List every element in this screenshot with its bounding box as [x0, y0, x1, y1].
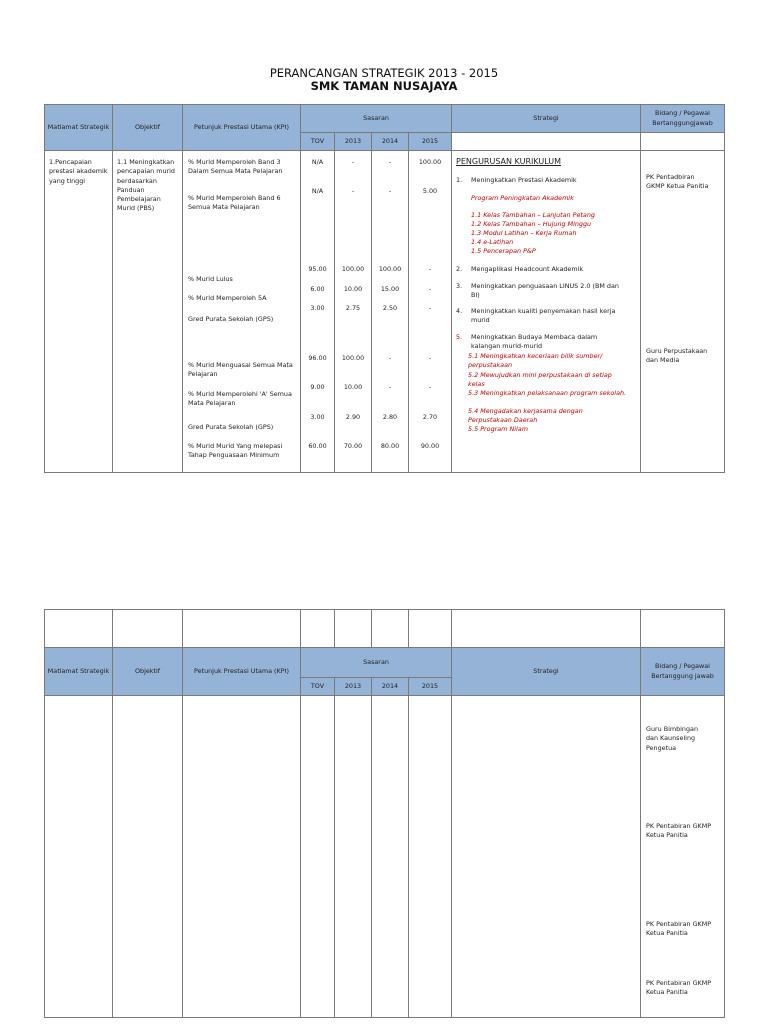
- strategi-cell: [452, 696, 641, 1018]
- header-strategi: Strategi: [452, 648, 641, 696]
- strategi-number: 1.: [456, 176, 463, 184]
- target-value: 15.00: [380, 285, 400, 293]
- target-value: 6.00: [310, 285, 325, 293]
- blank-cell: [335, 610, 372, 648]
- objektif-cell: [113, 151, 183, 473]
- reading-item: 5.1 Meningkatkan keceriaan bilik sumber/ perpustakaan: [468, 352, 603, 370]
- kpi-item: % Murid Memperolehi 'A' Semua Mata Pelajaran: [188, 390, 292, 408]
- target-value: 60.00: [308, 442, 327, 450]
- header-sasaran: Sasaran: [301, 648, 452, 678]
- program-heading: Program Peningkatan Akademik: [471, 194, 574, 202]
- matlamat-cell: [45, 151, 113, 473]
- target-value: 96.00: [308, 354, 327, 362]
- reading-item: 5.2 Mewujudkan mini perpustakaan di setiap kelas: [468, 371, 612, 389]
- bidang-item: PK Pentabiran GKMP Ketua Panitia: [646, 920, 712, 938]
- year-2015-column: [409, 696, 452, 1018]
- header-kpi: Petunjuk Prestasi Utama (KPI): [183, 648, 301, 696]
- target-value: 2.75: [345, 304, 361, 312]
- target-value: 2.70: [422, 413, 438, 421]
- strategic-plan-table-continued: [44, 609, 725, 1018]
- target-value: -: [428, 383, 432, 391]
- target-value: 3.00: [310, 413, 325, 421]
- kpi-item: Gred Purata Sekolah (GPS): [188, 423, 274, 431]
- strategi-item: Meningkatkan penguasaan LINUS 2.0 (BM dan BI): [471, 282, 619, 300]
- target-value: N/A: [311, 187, 324, 195]
- objektif-cell: [113, 696, 183, 1018]
- blank-cell: [183, 610, 301, 648]
- target-value: -: [428, 285, 432, 293]
- blank-cell: [372, 610, 409, 648]
- strategi-cell: [452, 151, 641, 473]
- header-year-tov: TOV: [301, 133, 335, 151]
- program-item: 1.4 e-Latihan: [471, 238, 514, 246]
- strategic-plan-table: [44, 104, 725, 473]
- target-value: -: [428, 354, 432, 362]
- target-value: 10.00: [343, 383, 363, 391]
- kpi-item: % Murid Memperoleh Band 6 Semua Mata Pelajaran: [188, 194, 281, 212]
- matlamat-cell: [45, 696, 113, 1018]
- blank-cell: [301, 610, 335, 648]
- target-value: 100.00: [418, 158, 442, 166]
- target-value: -: [388, 354, 392, 362]
- header-year-2015: 2015: [409, 678, 452, 696]
- strategi-item: Meningkatkan kualiti penyemakan hasil kerja murid: [471, 307, 616, 325]
- objektif-text: 1.1 Meningkatkan pencapaian murid berdasarkan Panduan Pembelajaran Murid (PBS): [117, 158, 175, 213]
- strategi-heading: PENGURUSAN KURIKULUM: [456, 157, 562, 166]
- target-value: 70.00: [343, 442, 363, 450]
- program-item: 1.2 Kelas Tambahan – Hujung Minggu: [471, 220, 592, 228]
- target-value: 80.00: [380, 442, 400, 450]
- program-item: 1.3 Modul Latihan – Kerja Rumah: [471, 229, 577, 237]
- header-year-2013: 2013: [335, 678, 372, 696]
- blank-cell: [45, 610, 113, 648]
- year-2013-column: [335, 151, 372, 473]
- bidang-item: Guru Bimbingan dan Kaunseling Pengetua: [646, 725, 699, 752]
- year-2015-column: [409, 151, 452, 473]
- target-value: -: [351, 158, 355, 166]
- header-year-2014: 2014: [372, 678, 409, 696]
- kpi-cell: [183, 151, 301, 473]
- kpi-item: Gred Purata Sekolah (GPS): [188, 315, 274, 323]
- kpi-item: % Murid Menguasai Semua Mata Pelajaran: [188, 361, 293, 379]
- target-value: -: [388, 158, 392, 166]
- year-2014-column: [372, 151, 409, 473]
- header-sasaran: Sasaran: [301, 105, 452, 133]
- year-2013-column: [335, 696, 372, 1018]
- blank-cell: [409, 610, 452, 648]
- reading-item: 5.4 Mengadakan kerjasama dengan Perpustakaan Daerah: [468, 407, 583, 425]
- kpi-item: % Murid Memperoleh Band 3 Dalam Semua Mata Pelajaran: [188, 158, 283, 176]
- strategi-number: 4.: [456, 307, 463, 315]
- target-value: 9.00: [310, 383, 325, 391]
- matlamat-text: 1.Pencapaian prestasi akademik yang tinggi: [49, 158, 108, 185]
- tov-column: [301, 696, 335, 1018]
- reading-item: 5.5 Program Nilam: [468, 425, 528, 433]
- header-bidang: Bidang / Pegawai Bertanggung jawab: [641, 648, 725, 696]
- header-year-tov: TOV: [301, 678, 335, 696]
- target-value: 2.80: [382, 413, 398, 421]
- kpi-item: % Murid Memperoleh 5A: [188, 294, 267, 302]
- bidang-item: PK Pentabiran GKMP Ketua Panitia: [646, 979, 712, 997]
- strategi-number: 3.: [456, 282, 463, 290]
- page-subtitle: SMK TAMAN NUSAJAYA: [310, 79, 458, 93]
- page-title: PERANCANGAN STRATEGIK 2013 - 2015: [269, 66, 499, 80]
- tov-column: [301, 151, 335, 473]
- program-item: 1.5 Pencerapan P&P: [471, 247, 536, 255]
- target-value: 2.90: [345, 413, 361, 421]
- program-item: 1.1 Kelas Tambahan – Lanjutan Petang: [471, 211, 595, 219]
- target-value: 90.00: [420, 442, 440, 450]
- target-value: 10.00: [343, 285, 363, 293]
- header-objektif: Objektif: [113, 105, 183, 151]
- blank-cell: [641, 610, 725, 648]
- target-value: -: [351, 187, 355, 195]
- bidang-item: PK Pentabiran GKMP Ketua Panitia: [646, 822, 712, 840]
- kpi-item: % Murid Murid Yang melepasi Tahap Penguasaan Minimum: [188, 442, 283, 460]
- target-value: 2.50: [382, 304, 398, 312]
- target-value: -: [388, 187, 392, 195]
- header-objektif: Objektif: [113, 648, 183, 696]
- bidang-item: PK Pentadbiran GKMP Ketua Panitia: [646, 173, 709, 191]
- target-value: 3.00: [310, 304, 325, 312]
- reading-item: 5.3 Meningkatkan pelaksanaan program sekolah.: [468, 389, 627, 397]
- strategi-item: Meningkatkan Prestasi Akademik: [471, 176, 577, 184]
- bidang-cell: [641, 151, 725, 473]
- target-value: 100.00: [341, 265, 365, 273]
- target-value: 95.00: [308, 265, 327, 273]
- blank-cell: [113, 610, 183, 648]
- bidang-item: Guru Perpustakaan dan Media: [646, 347, 708, 365]
- bidang-cell: [641, 696, 725, 1018]
- header-kpi: Petunjuk Prestasi Utama (KPI): [183, 105, 301, 151]
- target-value: 100.00: [341, 354, 365, 362]
- target-value: -: [428, 304, 432, 312]
- target-value: -: [388, 383, 392, 391]
- kpi-item: % Murid Lulus: [188, 275, 233, 283]
- header-bidang: Bidang / Pegawai Bertanggungjawab: [641, 105, 725, 133]
- strategi-item: Meningkatkan Budaya Membaca dalam kalangan murid-murid: [471, 333, 598, 351]
- header-year-2015: 2015: [409, 133, 452, 151]
- strategi-number: 2.: [456, 265, 463, 273]
- strategi-number: 5.: [456, 333, 463, 341]
- target-value: -: [428, 265, 432, 273]
- kpi-cell: [183, 696, 301, 1018]
- header-year-2014: 2014: [372, 133, 409, 151]
- target-value: N/A: [311, 158, 324, 166]
- target-value: 100.00: [378, 265, 402, 273]
- header-strategi: Strategi: [452, 105, 641, 133]
- header-matlamat: Matlamat Strategik: [45, 105, 113, 151]
- blank-cell: [452, 610, 641, 648]
- header-matlamat: Matlamat Strategik: [45, 648, 113, 696]
- target-value: 5.00: [422, 187, 438, 195]
- header-year-2013: 2013: [335, 133, 372, 151]
- strategi-blank-cell: [452, 133, 641, 151]
- bidang-blank-cell: [641, 133, 725, 151]
- strategi-item: Mengaplikasi Headcount Akademik: [471, 265, 584, 273]
- year-2014-column: [372, 696, 409, 1018]
